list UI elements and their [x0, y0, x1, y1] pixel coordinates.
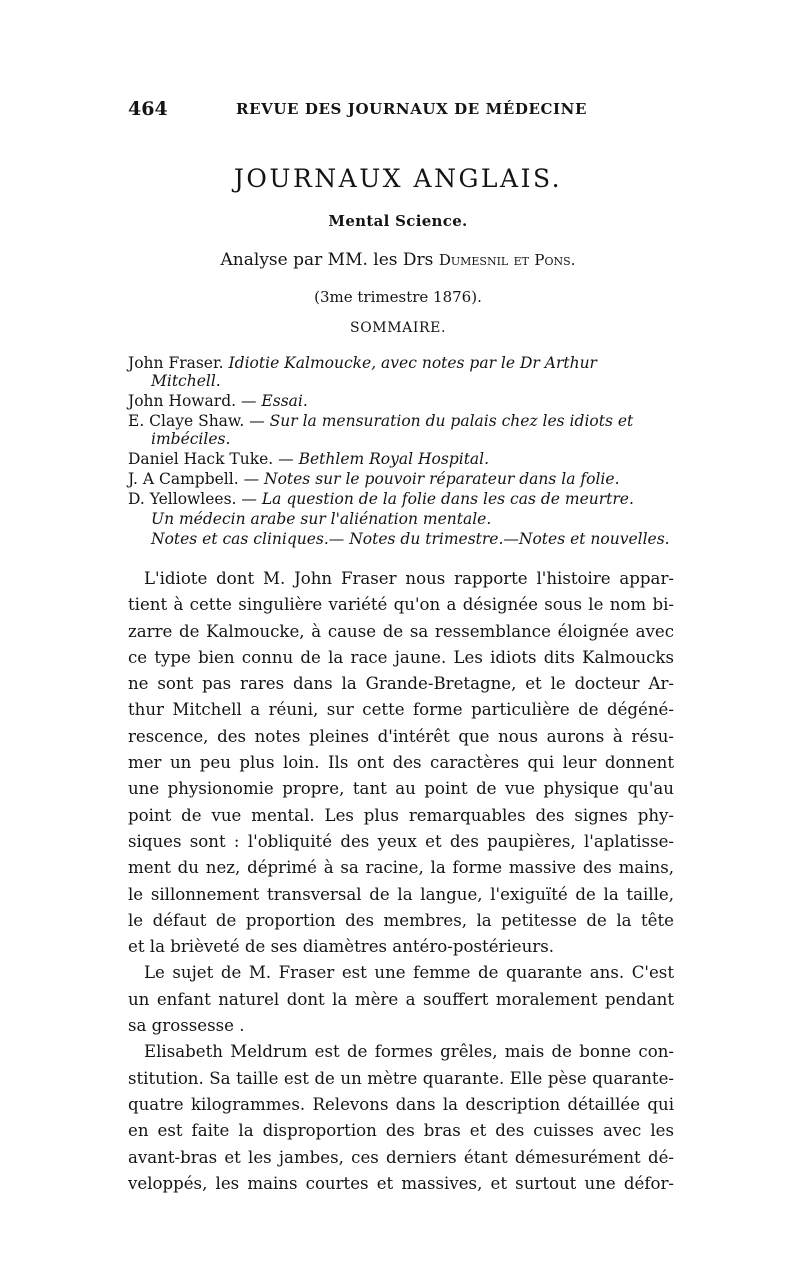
toc-entry [128, 412, 673, 448]
toc-entry [128, 354, 673, 390]
body-line: avant-bras et les jambes, ces derniers étant démesurément dé- [128, 1147, 674, 1167]
toc-author: Daniel Hack Tuke. — [128, 450, 294, 468]
byline-author-2: Pons. [534, 251, 576, 269]
toc-title: Notes sur le pouvoir réparateur dans la folie. [264, 470, 620, 488]
body-line: veloppés, les mains courtes et massives, et surtout une défor- [128, 1173, 674, 1193]
toc-title: Sur la mensuration du palais chez les idiots et [269, 412, 634, 430]
table-of-contents [128, 354, 673, 550]
section-title: JOURNAUX ANGLAIS. [233, 164, 563, 193]
toc-entry [128, 450, 673, 468]
body-line: une physionomie propre, tant au point de vue physique qu'au [128, 779, 674, 799]
body-line: ne sont pas rares dans la Grande-Bretagne, et le docteur Ar- [128, 674, 674, 694]
body-line: ce type bien connu de la race jaune. Les idiots dits Kalmoucks [128, 647, 674, 667]
body-line: sa grossesse . [128, 1016, 245, 1036]
sommaire-label: SOMMAIRE. [350, 320, 446, 336]
running-title: REVUE DES JOURNAUX DE MÉDECINE [236, 100, 588, 118]
byline-author-1: Dumesnil [438, 251, 509, 269]
body-line: thur Mitchell a réuni, sur cette forme particulière de dégéné- [128, 700, 674, 720]
page-number: 464 [128, 98, 168, 120]
toc-title: Essai. [261, 392, 308, 410]
byline-prefix: Analyse par MM. les Drs [220, 250, 434, 270]
toc-title: Idiotie Kalmoucke, avec notes par le Dr Arthur [228, 354, 597, 372]
toc-entry: Notes et cas cliniques.— Notes du trimestre.—Notes et nouvelles. [151, 530, 670, 548]
toc-title-continuation: Mitchell. [151, 372, 221, 390]
toc-title: Bethlem Royal Hospital. [298, 450, 490, 468]
journal-name: Mental Science. [328, 212, 468, 230]
toc-entry [128, 490, 673, 508]
body-line: Elisabeth Meldrum est de formes grêles, mais de bonne con- [144, 1042, 674, 1062]
toc-entry: Un médecin arabe sur l'aliénation mentale. [151, 510, 492, 528]
toc-author: J. A Campbell. — [128, 470, 260, 488]
body-line: mer un peu plus loin. Ils ont des caractères qui leur donnent [128, 753, 674, 773]
body-line: tient à cette singulière variété qu'on a désignée sous le nom bi- [128, 595, 674, 615]
body-line: rescence, des notes pleines d'intérêt que nous aurons à résu- [128, 726, 674, 746]
trimester: (3me trimestre 1876). [314, 288, 482, 306]
body-line: un enfant naturel dont la mère a souffert moralement pendant [128, 989, 674, 1009]
body-line: L'idiote dont M. John Fraser nous rapporte l'histoire appar- [144, 569, 674, 588]
byline-conjunction: et [513, 251, 529, 269]
toc-author: John Howard. — [128, 392, 257, 410]
toc-title-continuation: imbéciles. [151, 430, 231, 448]
body-text [128, 566, 674, 1197]
body-line: le sillonnement transversal de la langue, l'exiguïté de la taille, [128, 884, 674, 904]
body-line: siques sont : l'obliquité des yeux et des paupières, l'aplatisse- [128, 831, 674, 851]
body-line: le défaut de proportion des membres, la petitesse de la tête [128, 910, 674, 930]
toc-author: John Fraser. [128, 354, 224, 372]
byline [128, 250, 668, 270]
toc-entry [128, 470, 673, 488]
body-line: et la brièveté de ses diamètres antéro-postérieurs. [128, 937, 554, 957]
toc-author: E. Claye Shaw. — [128, 412, 265, 430]
body-line: quatre kilogrammes. Relevons dans la description détaillée qui [128, 1094, 674, 1114]
body-line: ment du nez, déprimé à sa racine, la forme massive des mains, [128, 858, 674, 878]
body-line: zarre de Kalmoucke, à cause de sa ressemblance éloignée avec [128, 621, 674, 641]
body-line: point de vue mental. Les plus remarquables des signes phy- [128, 805, 674, 825]
body-line: en est faite la disproportion des bras et des cuisses avec les [128, 1121, 674, 1141]
toc-author: D. Yellowlees. — [128, 490, 257, 508]
toc-entry [128, 392, 673, 410]
toc-title: La question de la folie dans les cas de meurtre. [261, 490, 634, 508]
running-head [128, 98, 668, 122]
body-line: Le sujet de M. Fraser est une femme de quarante ans. C'est [144, 963, 674, 983]
body-line: stitution. Sa taille est de un mètre quarante. Elle pèse quarante- [128, 1068, 674, 1088]
